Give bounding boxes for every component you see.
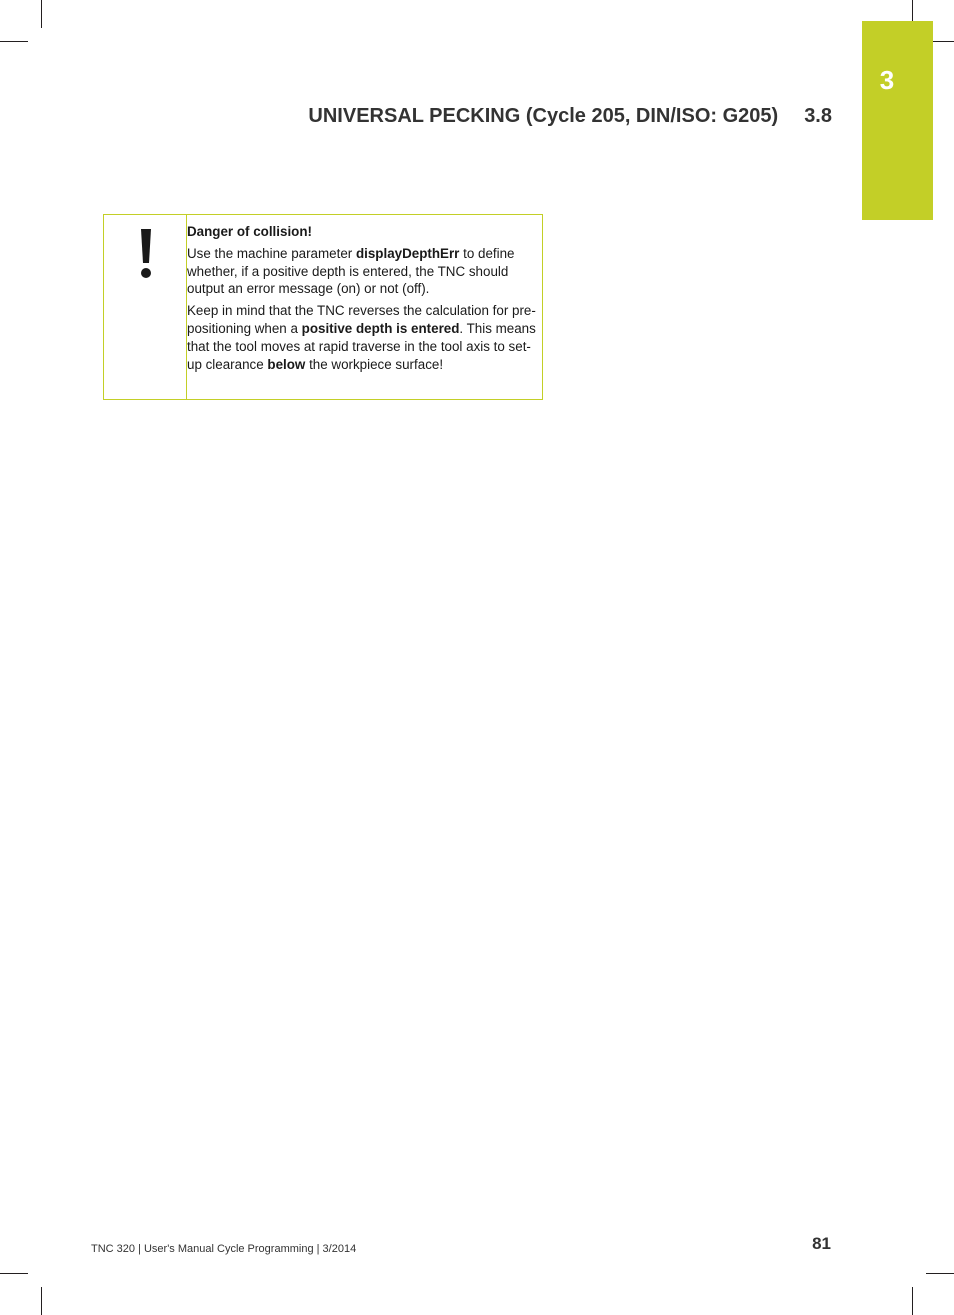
text-span: the workpiece surface! <box>305 356 444 372</box>
crop-mark <box>0 41 28 42</box>
exclamation-icon <box>134 223 158 283</box>
parameter-name: displayDepthErr <box>355 245 460 261</box>
page-number: 81 <box>812 1234 831 1253</box>
text-span: Use the machine parameter <box>187 245 356 261</box>
emphasis-text: below <box>267 356 306 372</box>
warning-content <box>187 223 537 377</box>
warning-title: Danger of collision! <box>187 224 312 239</box>
footer-text: TNC 320 | User's Manual Cycle Programming | 3/2014 <box>91 1243 357 1255</box>
emphasis-text: positive depth is entered <box>301 320 460 336</box>
text-span: . This means that the tool moves at rapid traverse in the tool axis to set-up clearance <box>187 320 536 372</box>
section-title: UNIVERSAL PECKING (Cycle 205, DIN/ISO: G205) <box>308 105 779 127</box>
warning-paragraph-2 <box>187 302 537 373</box>
crop-mark <box>0 1273 28 1274</box>
crop-mark <box>41 1287 42 1315</box>
text-span: Keep in mind that the TNC reverses the calculation for pre-positioning when a <box>187 303 536 336</box>
crop-mark <box>926 1273 954 1274</box>
section-number: 3.8 <box>804 105 832 127</box>
chapter-number: 3 <box>879 65 895 95</box>
warning-box <box>103 214 543 400</box>
chapter-tab <box>862 21 933 220</box>
warning-paragraph-1 <box>187 245 537 298</box>
crop-mark <box>41 0 42 28</box>
crop-mark <box>912 1287 913 1315</box>
text-span: to define whether, if a positive depth is entered, the TNC should output an error message (on) or not (off). <box>187 245 515 297</box>
section-header <box>308 104 832 128</box>
